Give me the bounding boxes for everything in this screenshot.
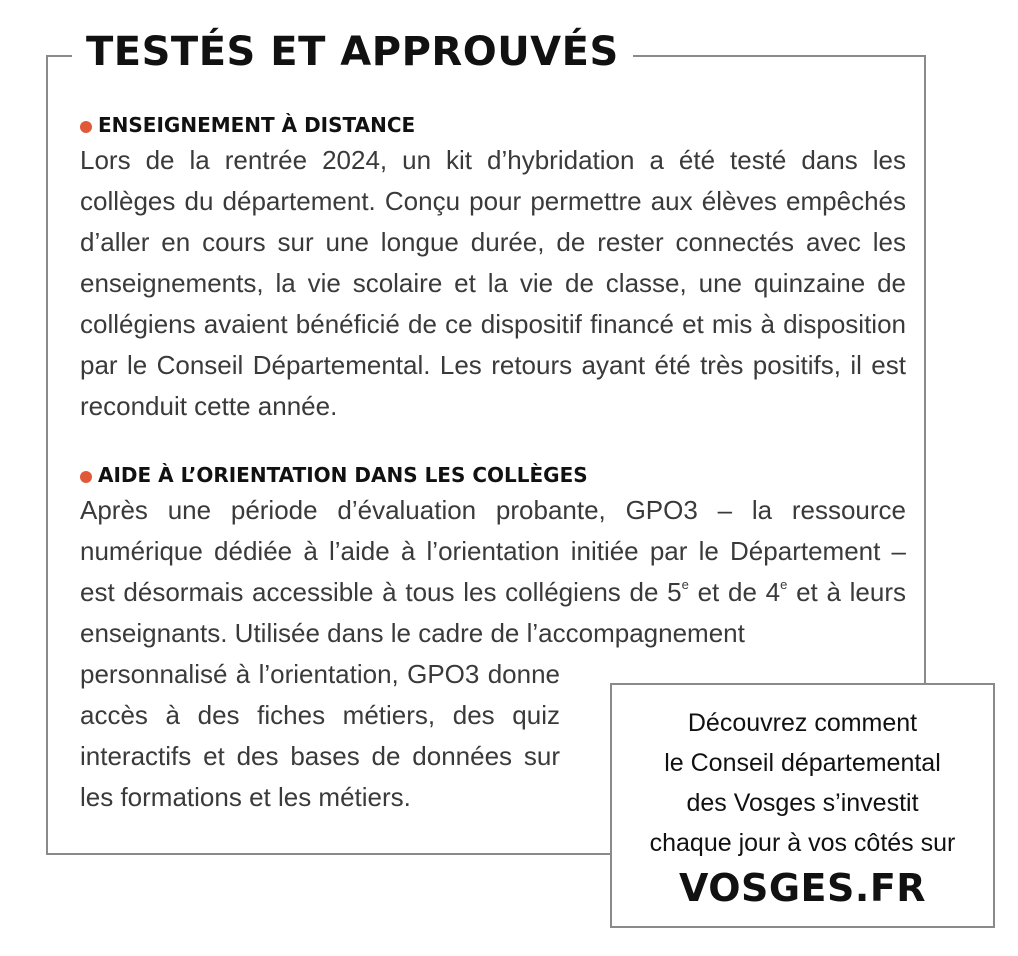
section-heading — [80, 110, 906, 140]
promo-line: des Vosges s’investit — [686, 789, 919, 817]
section-body: Lors de la rentrée 2024, un kit d’hybridation a été testé dans les collèges du département. Conçu pour permettre aux élèves empêchés d’aller en cours sur une longue durée, de rester connectés avec les enseignements, la vie scolaire et la vie de classe, une quinzaine de collégiens avaient bénéficié de ce dispositif financé et mis à disposition par le Conseil Départemental. Les retours ayant été très positifs, il est reconduit cette année. — [80, 145, 906, 421]
body-text: et de 4 — [688, 577, 781, 607]
promo-box — [610, 683, 995, 928]
section-heading-text: ENSEIGNEMENT À DISTANCE — [98, 113, 416, 137]
section-body-continued: personnalisé à l’orientation, GPO3 donne accès à des fiches métiers, des quiz interactifs et des bases de données sur les formations et les métiers. — [80, 659, 560, 812]
body-text: et à leurs enseignants. Utilisée dans le cadre de l’accompagnement — [80, 577, 907, 648]
section-distance-learning — [80, 110, 906, 427]
superscript: e — [780, 577, 788, 592]
page-title: TESTÉS ET APPROUVÉS — [72, 24, 633, 80]
promo-line: Découvrez comment — [687, 709, 918, 737]
section-body — [80, 490, 906, 654]
section-heading-text: AIDE À L’ORIENTATION DANS LES COLLÈGES — [98, 463, 588, 487]
superscript: e — [681, 577, 689, 592]
bullet-dot-icon — [80, 121, 92, 133]
promo-line: le Conseil départemental — [664, 749, 941, 777]
body-text: Après une période d’évaluation probante, GPO3 – la ressource numérique dédiée à l’aide à l’orientation initiée par le Département – est désormais accessible à tous les collégiens de 5 — [80, 495, 906, 607]
bullet-dot-icon — [80, 471, 92, 483]
promo-url-link[interactable]: VOSGES.FR — [678, 866, 927, 910]
promo-line: chaque jour à vos côtés sur — [649, 829, 956, 857]
section-heading — [80, 460, 906, 490]
